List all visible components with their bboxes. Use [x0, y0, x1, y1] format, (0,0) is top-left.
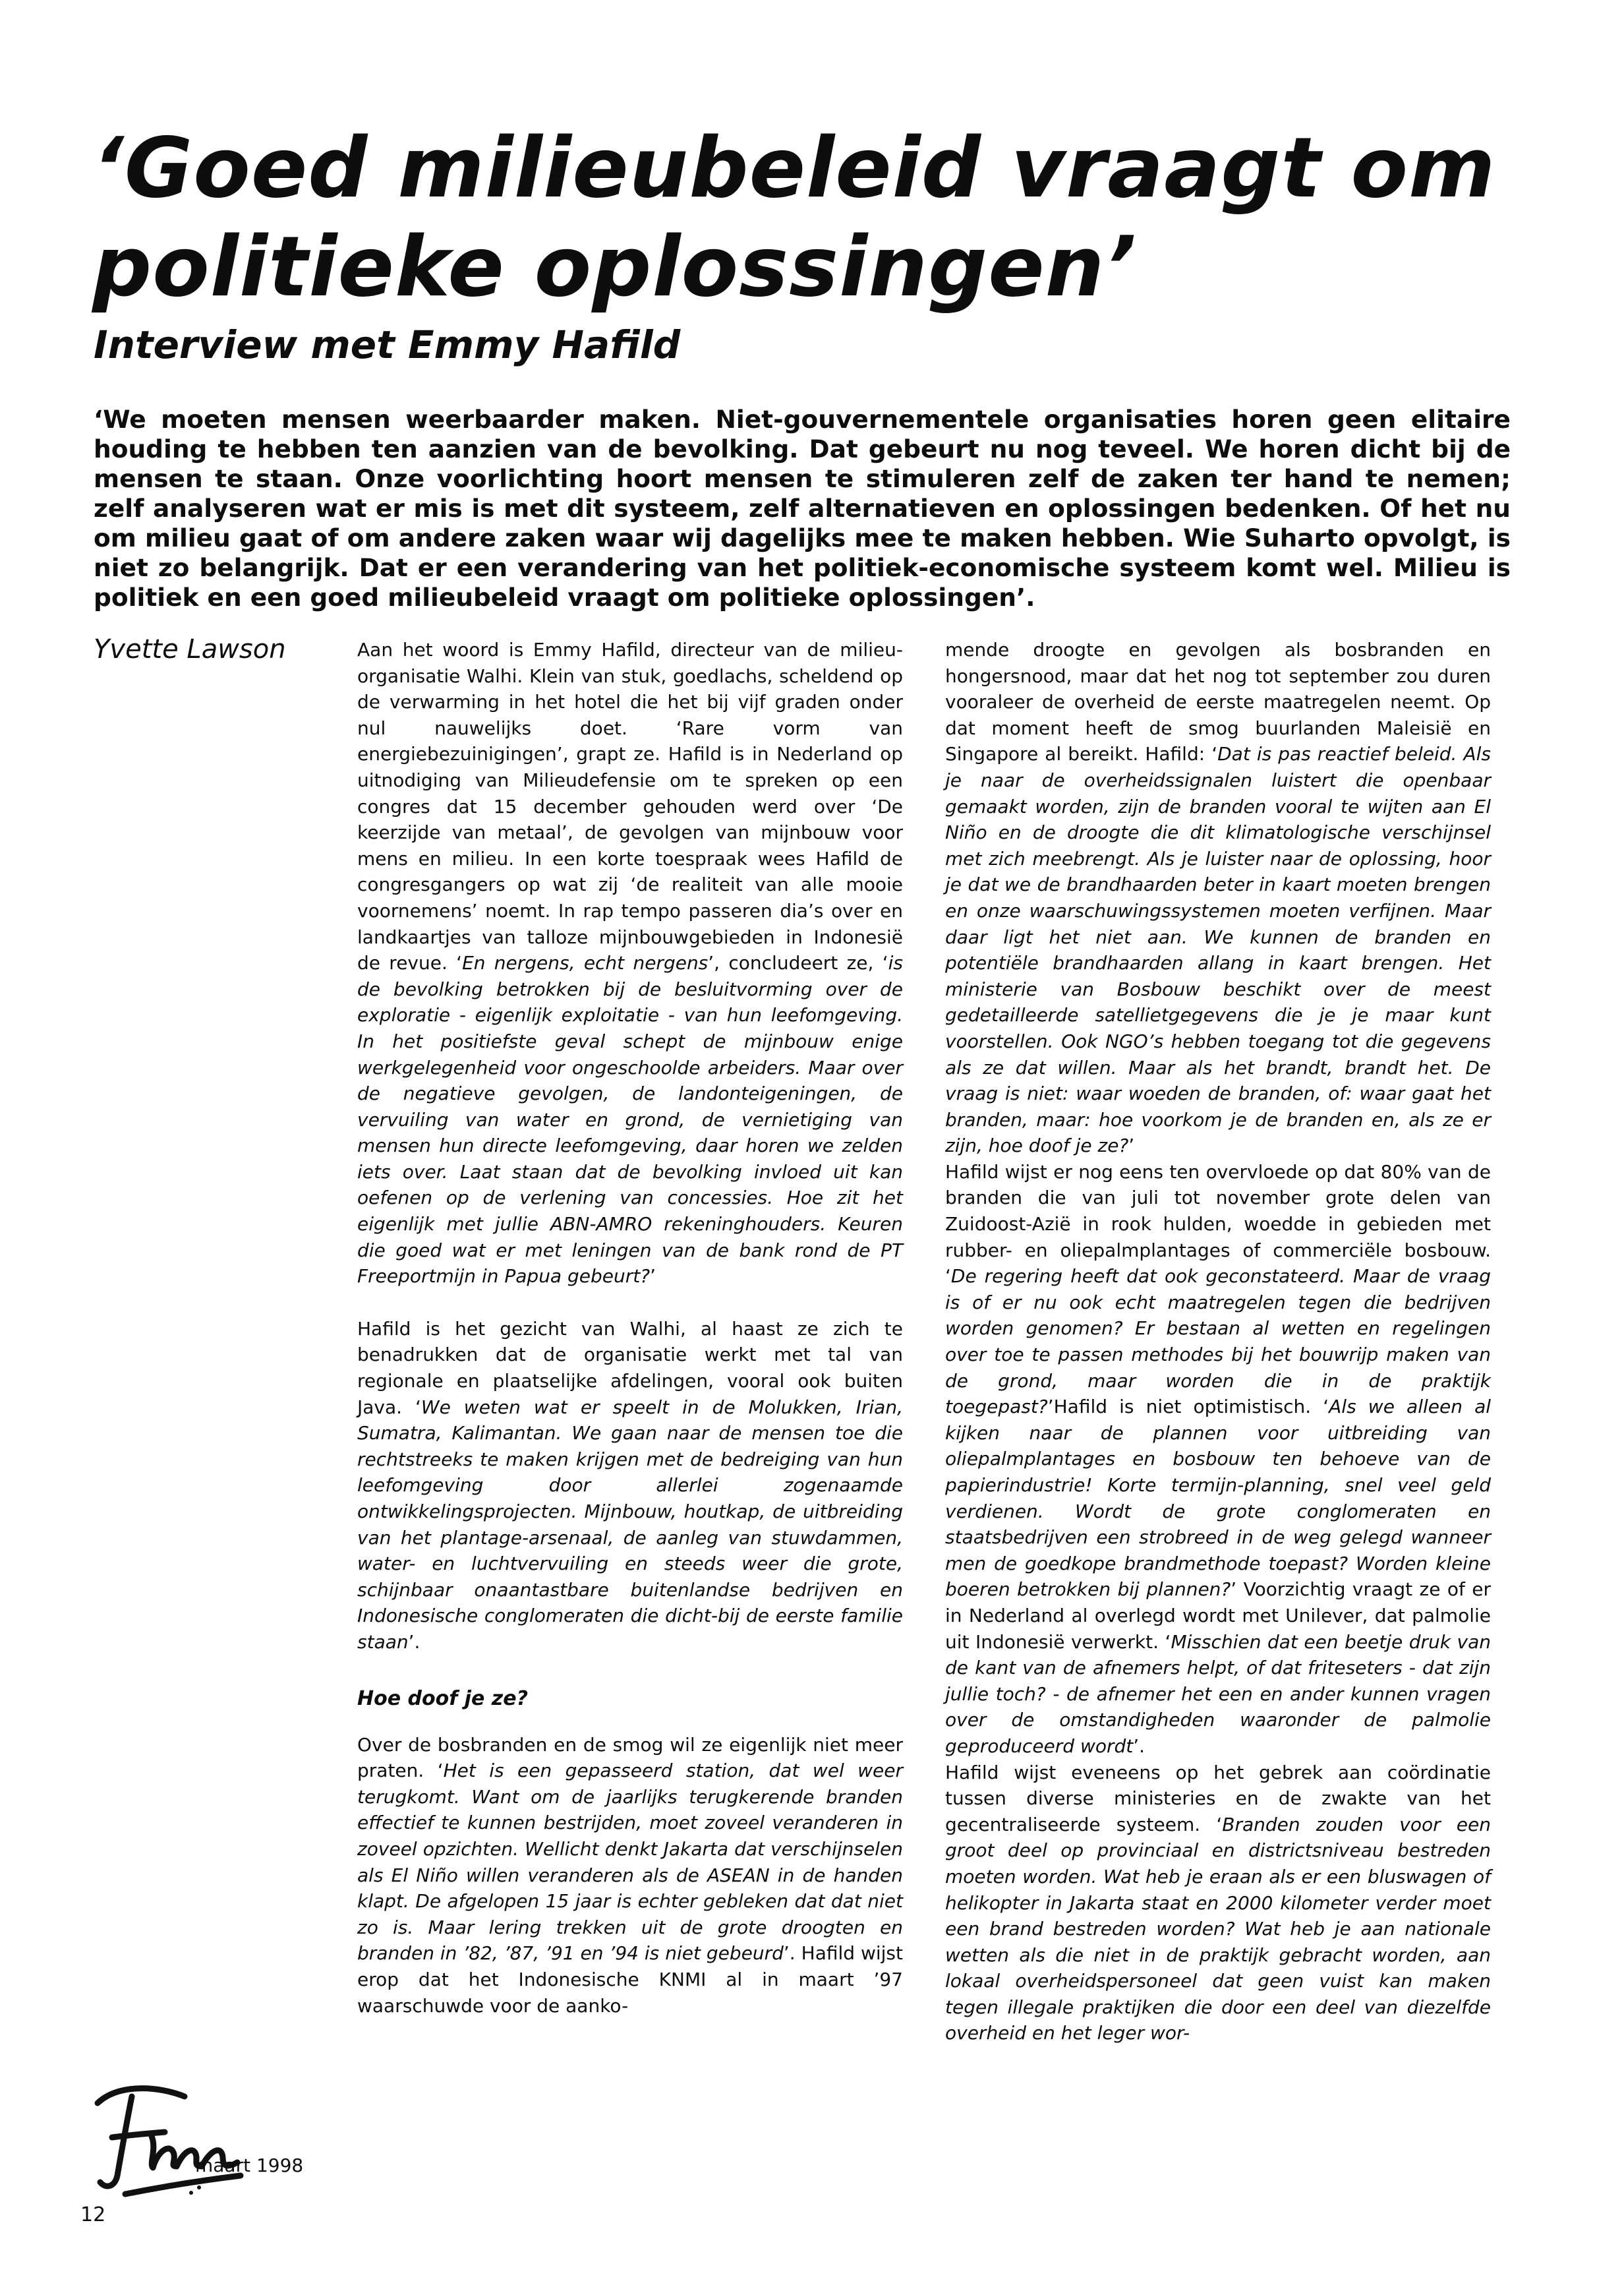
- paragraph: Hafild wijst eveneens op het gebrek aan coördinatie tussen diverse ministeries en de zwakte van het gecentraliseerde systeem. ‘Branden zouden voor een groot deel op provinciaal en districtsniveau bestreden moeten worden. Wat heb je eraan als er een bluswagen of helikopter in Jakarta staat en 2000 kilometer verder moet een brand bestreden worden? Wat heb je aan nationale wetten als die niet in de praktijk gebracht worden, aan lokaal overheidspersoneel dat geen vuist kan maken tegen illegale praktijken die door een deel van diezelfde overheid en het leger wor-: [945, 1761, 1491, 2044]
- article-subtitle: Interview met Emmy Hafild: [94, 322, 681, 367]
- paragraph: Aan het woord is Emmy Hafild, directeur van de milieu-organisatie Walhi. Klein van stuk, goedlachs, scheldend op de verwarming in het hotel die het bij vijf graden onder nul nauwelijks doet. ‘Rare vorm van energiebezuinigingen’, grapt ze. Hafild is in Nederland op uitnodiging van Milieudefensie om te spreken op een congres dat 15 december gehouden werd over ‘De keerzijde van metaal’, de gevolgen van mijnbouw voor mens en milieu. In een korte toespraak wees Hafild de congresgangers op wat zij ‘de realiteit van alle mooie voornemens’ noemt. In rap tempo passeren dia’s over en landkaartjes van talloze mijnbouwgebieden in Indonesië de revue. ‘En nergens, echt nergens’, concludeert ze, ‘is de bevolking betrokken bij de besluitvorming over de exploratie - eigenlijk exploitatie - van hun leefomgeving. In het positiefste geval schept de mijnbouw enige werkgelegenheid voor ongeschoolde arbeiders. Maar over de negatieve gevolgen, de landonteigeningen, de vervuiling van water en grond, de vernietiging van mensen hun directe leefomgeving, daar horen we zelden iets over. Laat staan dat de bevolking invloed uit kan oefenen op de verlening van concessies. Hoe zit het eigenlijk met jullie ABN-AMRO rekeninghouders. Keuren die goed wat er met leningen van de bank rond de PT Freeportmijn in Papua gebeurt?’: [357, 639, 903, 1288]
- issue-date: maart 1998: [195, 2155, 304, 2176]
- paragraph: Hafild wijst er nog eens ten overvloede op dat 80% van de branden die van juli tot november grote delen van Zuidoost-Azië in rook hulden, woedde in gebieden met rubber- en oliepalmplantages of commerciële bosbouw. ‘De regering heeft dat ook geconstateerd. Maar de vraag is of er nu ook echt maatregelen tegen die bedrijven worden genomen? Er bestaan al wetten en regelingen over toe te passen methodes bij het bouwrijp maken van de grond, maar worden die in de praktijk toegepast?’Hafild is niet optimistisch. ‘Als we alleen al kijken naar de plannen voor uitbreiding van oliepalmplantages en bosbouw ten behoeve van de papierindustrie! Korte termijn-planning, snel veel geld verdienen. Wordt de grote conglomeraten en staatsbedrijven een strobreed in de weg gelegd wanneer men de goedkope brandmethode toepast? Worden kleine boeren betrokken bij plannen?’ Voorzichtig vraagt ze of er in Nederland al overlegd wordt met Unilever, dat palmolie uit Indonesië verwerkt. ‘Misschien dat een beetje druk van de kant van de afnemers helpt, of dat friteseters - dat zijn jullie toch? - de afnemer het een en ander kunnen vragen over de omstandigheden waaronder de palmolie geproduceerd wordt’.: [945, 1160, 1492, 1757]
- paragraph: Hafild is het gezicht van Walhi, al haast ze zich te benadrukken dat de organisatie werkt met tal van regionale en plaatselijke afdelingen, vooral ook buiten Java. ‘We weten wat er speelt in de Molukken, Irian, Sumatra, Kalimantan. We gaan naar de mensen toe die rechtstreeks te maken krijgen met de bedreiging van hun leefomgeving door allerlei zogenaamde ontwikkelingsprojecten. Mijnbouw, houtkap, de uitbreiding van het plantage-arsenaal, de aanleg van stuwdammen, water- en luchtvervuiling en steeds weer die grote, schijnbaar onaantastbare buitenlandse bedrijven en Indonesische conglomeraten die dicht-bij de eerste familie staan’.: [357, 1317, 903, 1653]
- article-author: Yvette Lawson: [94, 634, 286, 665]
- paragraph: mende droogte en gevolgen als bosbranden en hongersnood, maar dat het nog tot september zou duren vooraleer de overheid de eerste maatregelen neemt. Op dat moment heeft de smog buurlanden Maleisië en Singapore al bereikt. Hafild: ‘Dat is pas reactief beleid. Als je naar de overheidssignalen luistert die openbaar gemaakt worden, zijn de branden vooral te wijten aan El Niño en de droogte die dit klimatologische verschijnsel met zich meebrengt. Als je luister naar de oplossing, hoor je dat we de brandhaarden beter in kaart moeten brengen en onze waarschuwingssystemen moeten verfijnen. Maar daar ligt het niet aan. We kunnen de branden en potentiële brandhaarden allang in kaart brengen. Het ministerie van Bosbouw beschikt over de meest gedetailleerde satellietgegevens die je je maar kunt voorstellen. Ook NGO’s hebben toegang tot die gegevens als ze dat willen. Maar als het brandt, brandt het. De vraag is niet: waar woeden de branden, of: waar gaat het branden, maar: hoe voorkom je de branden en, als ze er zijn, hoe doof je ze?’: [945, 639, 1491, 1157]
- article-title: ‘Goed milieubeleid vraagt om politieke oplossingen’: [92, 119, 1496, 315]
- page-number: 12: [80, 2203, 106, 2226]
- magazine-logo: [86, 2077, 250, 2202]
- section-heading: Hoe doof je ze?: [357, 1686, 528, 1710]
- paragraph: Over de bosbranden en de smog wil ze eigenlijk niet meer praten. ‘Het is een gepasseerd station, dat wel weer terugkomt. Want om de jaarlijks terugkerende branden effectief te kunnen bestrijden, moet zoveel veranderen in zoveel opzichten. Wellicht denkt Jakarta dat verschijnselen als El Niño willen veranderen als de ASEAN in de handen klapt. De afgelopen 15 jaar is echter gebleken dat dat niet zo is. Maar lering trekken uit de grote droogten en branden in ’82, ’87, ’91 en ’94 is niet gebeurd’. Hafild wijst erop dat het Indonesische KNMI al in maart ’97 waarschuwde voor de aanko-: [357, 1733, 904, 2017]
- text-column-right: [945, 637, 1491, 2046]
- text-column-left: [357, 637, 903, 2019]
- article-intro: ‘We moeten mensen weerbaarder maken. Niet-gouvernementele organisaties horen geen elitaire houding te hebben ten aanzien van de bevolking. Dat gebeurt nu nog teveel. We horen dicht bij de mensen te staan. Onze voorlichting hoort mensen te stimuleren zelf de zaken ter hand te nemen; zelf analyseren wat er mis is met dit systeem, zelf alternatieven en oplossingen bedenken. Of het nu om milieu gaat of om andere zaken waar wij dagelijks mee te maken hebben. Wie Suharto opvolgt, is niet zo belangrijk. Dat er een verandering van het politiek-economische systeem komt wel. Milieu is politiek en een goed milieubeleid vraagt om politieke oplossingen’.: [94, 405, 1511, 612]
